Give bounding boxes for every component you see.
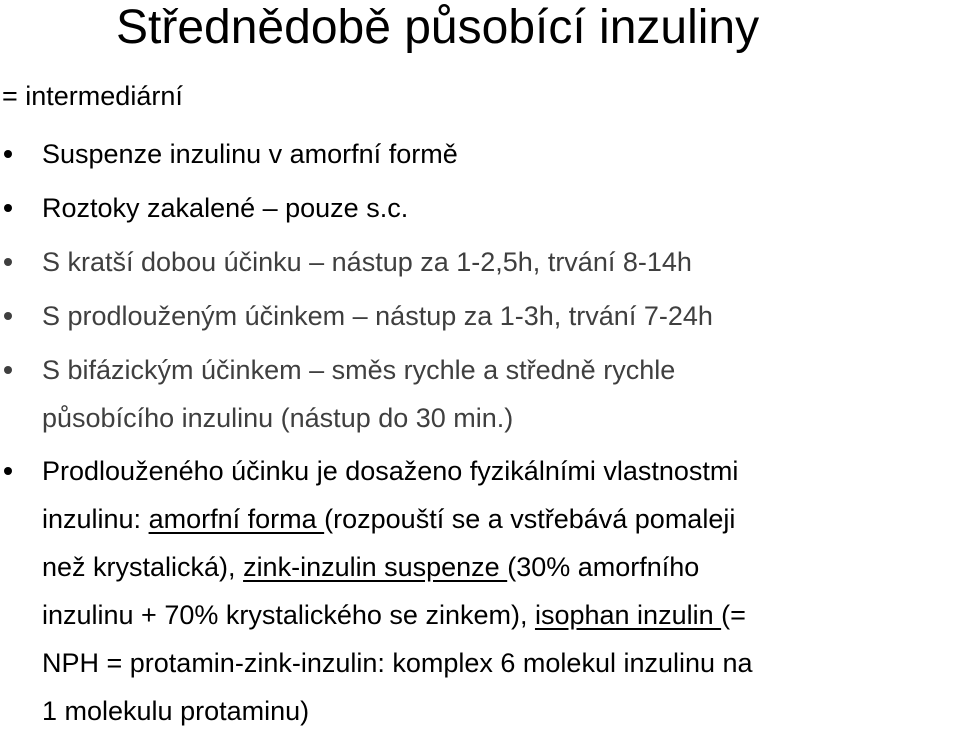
text-segment: než krystalická),: [42, 552, 244, 582]
bullet-text: [42, 130, 958, 178]
bullet-dot-icon: [4, 366, 12, 374]
bullet-dot-icon: [4, 258, 12, 266]
bullet-text: [42, 184, 958, 232]
slide-title: Střednědobě působící inzuliny: [116, 1, 760, 54]
bullet-dot-icon: [4, 204, 12, 212]
bullet-text: [42, 346, 958, 442]
bullet-line: Suspenze inzulinu v amorfní formě: [42, 139, 458, 169]
bullet-dot-icon: [4, 150, 12, 158]
bullet-line: NPH = protamin-zink-inzulin: komplex 6 molekul inzulinu na: [42, 648, 753, 678]
bullet-text: [42, 447, 958, 735]
bullet-line: 1 molekulu protaminu): [42, 696, 310, 726]
text-segment: (rozpouští se a vstřebává pomaleji: [324, 504, 736, 534]
underlined-term: isophan inzulin: [534, 600, 722, 630]
bullet-line: S prodlouženým účinkem – nástup za 1-3h, trvání 7-24h: [42, 301, 713, 331]
bullet-text: [42, 238, 958, 286]
bullet-line: působícího inzulinu (nástup do 30 min.): [42, 403, 514, 433]
intro-text: = intermediární: [2, 81, 183, 111]
underlined-term: amorfní forma: [148, 504, 325, 534]
bullet-line: [42, 591, 958, 639]
text-segment: (30% amorfního: [507, 552, 700, 582]
bullet-text: [42, 292, 958, 340]
bullet-line: [42, 543, 958, 591]
underlined-term: zink-inzulin suspenze: [243, 552, 508, 582]
text-segment: inzulinu + 70% krystalického se zinkem),: [42, 600, 535, 630]
bullet-dot-icon: [4, 312, 12, 320]
bullet-line: S kratší dobou účinku – nástup za 1-2,5h, trvání 8-14h: [42, 247, 692, 277]
bullet-line: Roztoky zakalené – pouze s.c.: [42, 193, 409, 223]
text-segment: (=: [721, 600, 746, 630]
bullet-line: S bifázickým účinkem – směs rychle a středně rychle: [42, 355, 676, 385]
text-segment: inzulinu:: [42, 504, 149, 534]
bullet-line: Prodlouženého účinku je dosaženo fyzikálními vlastnostmi: [42, 456, 739, 486]
bullet-line: [42, 495, 958, 543]
bullet-dot-icon: [4, 467, 12, 475]
